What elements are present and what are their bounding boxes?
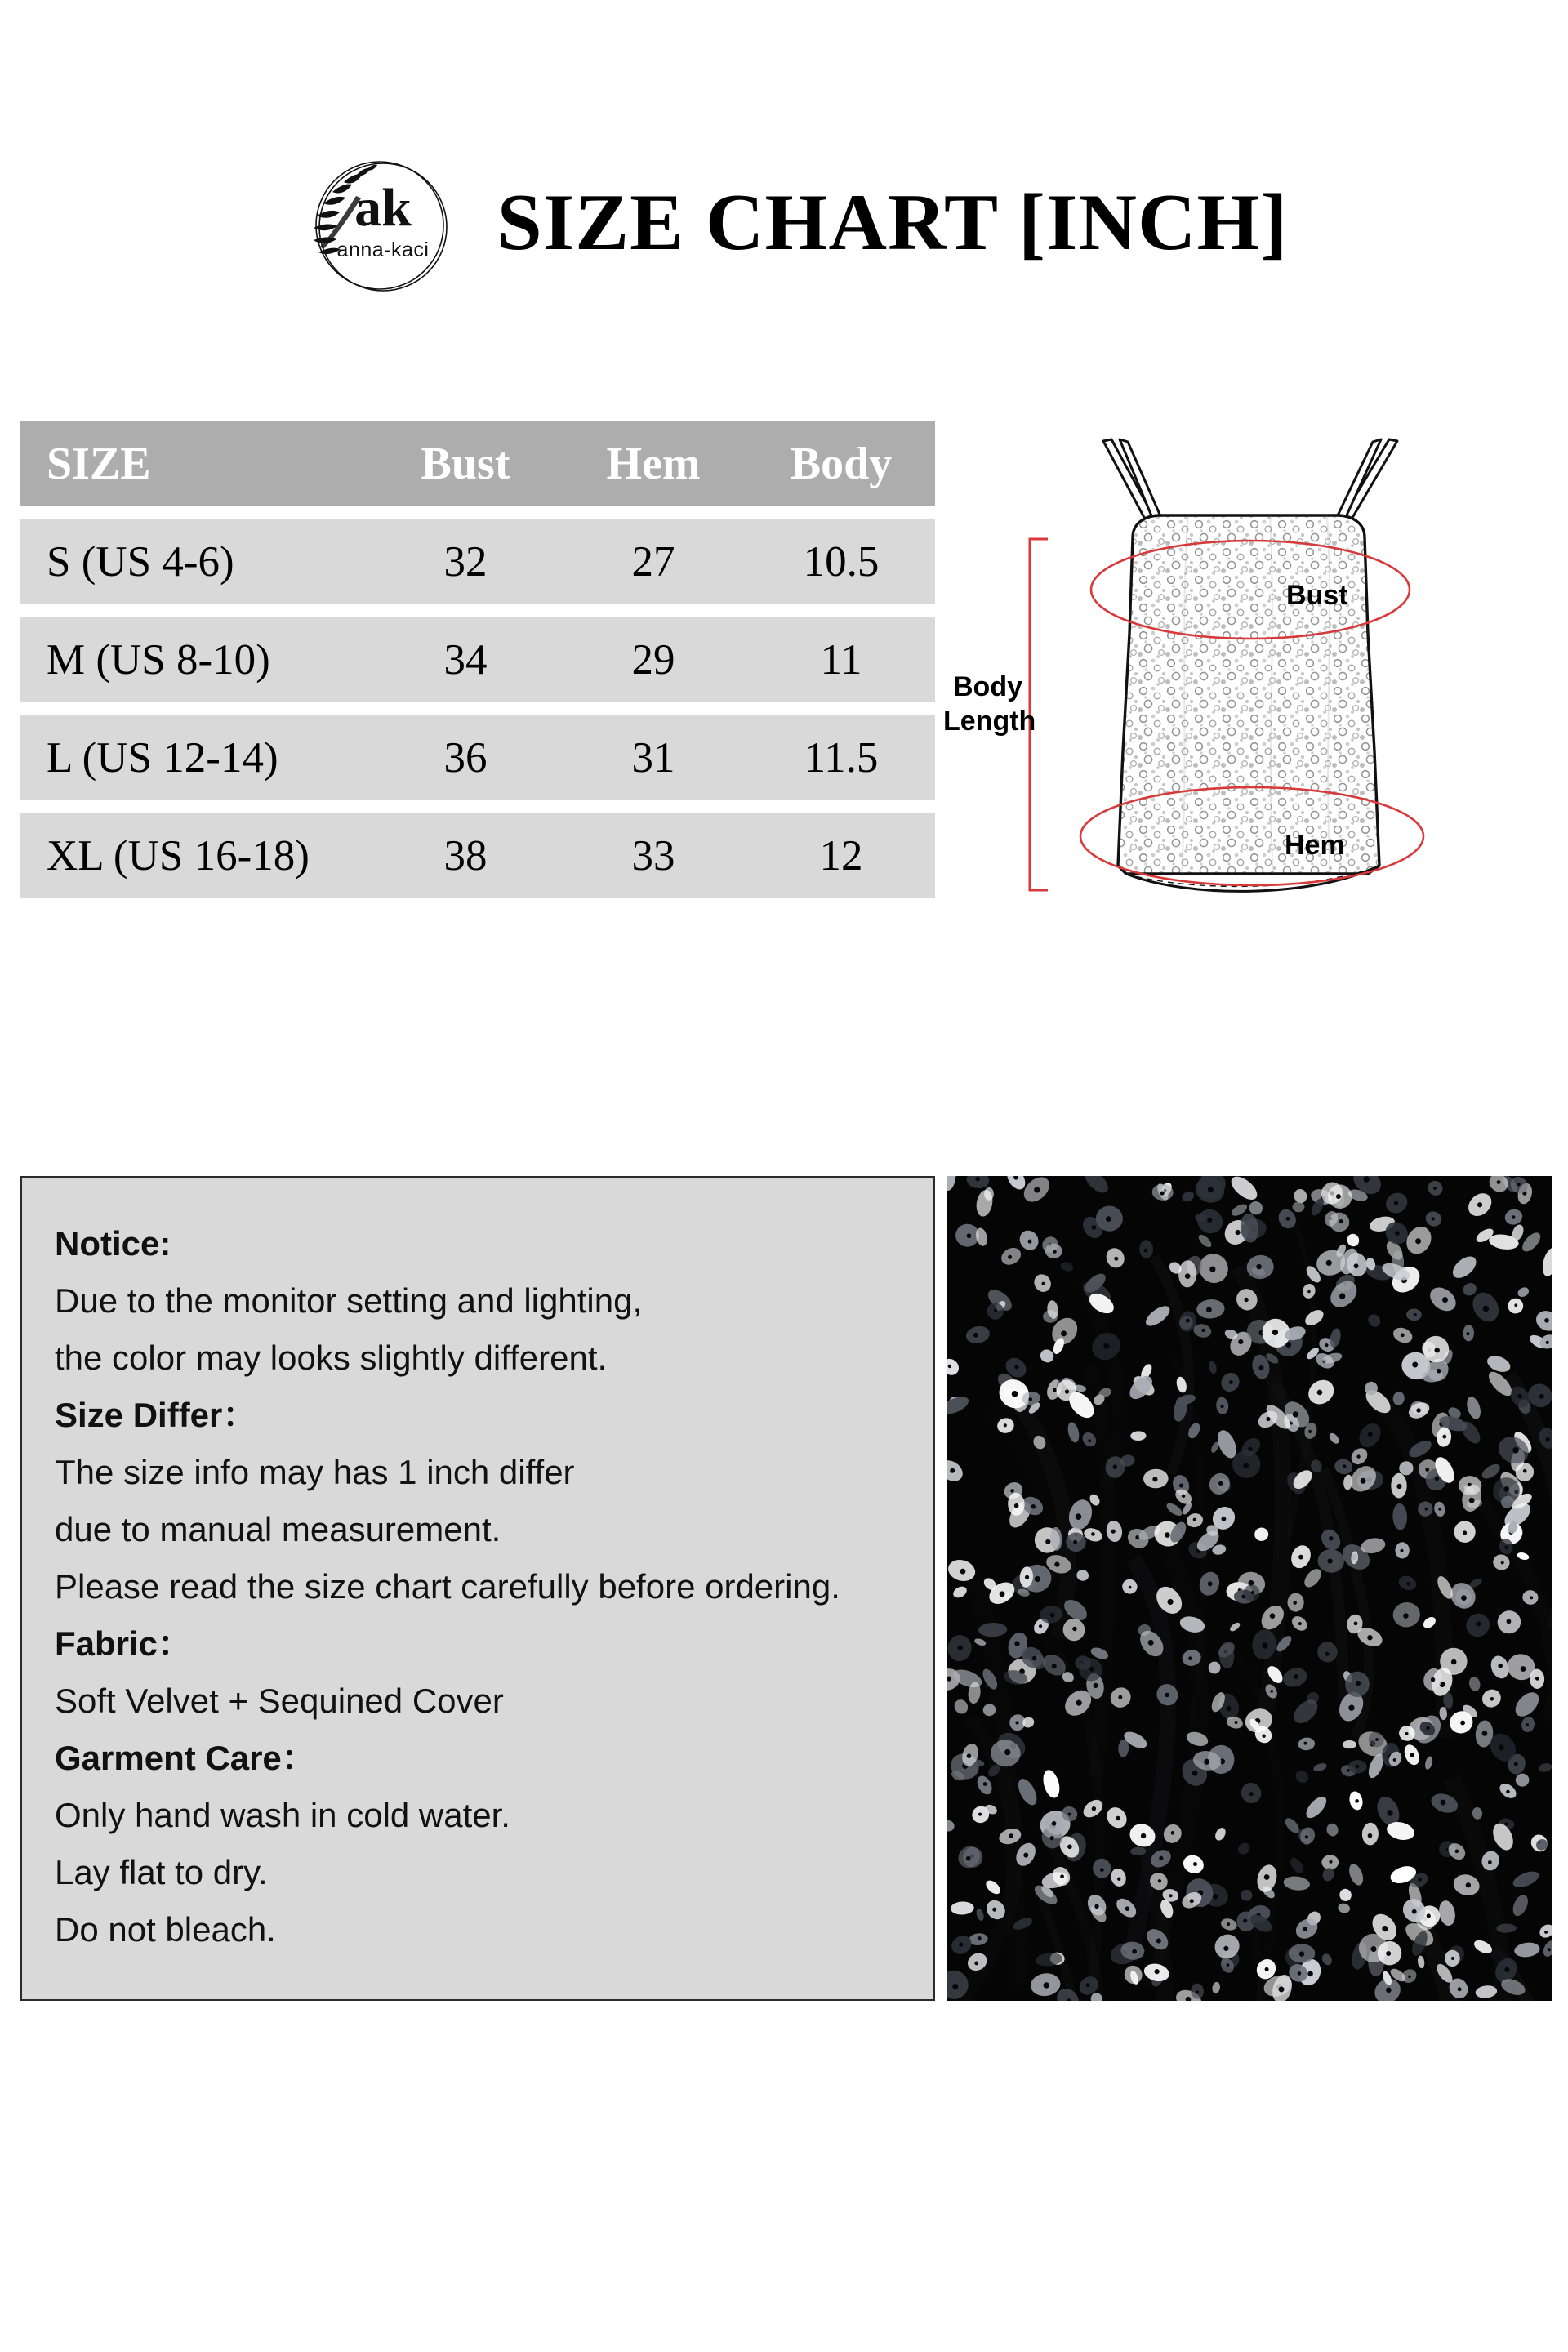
page-title: SIZE CHART [INCH] — [497, 177, 1289, 267]
cell-size: M (US 8-10) — [20, 617, 372, 702]
notice-line-manual-measure: due to manual measurement. — [55, 1510, 501, 1548]
table-row — [20, 617, 935, 702]
hem-label: Hem — [1285, 830, 1345, 861]
logo-monogram: ak — [354, 177, 412, 238]
notice-line-no-bleach: Do not bleach. — [55, 1910, 276, 1949]
size-table-header — [20, 421, 935, 506]
cell-hem: 31 — [559, 715, 747, 800]
body-length-label-line2: Length — [943, 706, 1036, 737]
cell-hem: 29 — [559, 617, 747, 702]
column-header-hem: Hem — [559, 421, 747, 506]
anna-kaci-logo — [280, 150, 470, 301]
fabric-swatch-image — [947, 1176, 1552, 2001]
notice-panel — [20, 1176, 935, 2001]
cell-bust: 34 — [372, 617, 559, 702]
page-header — [0, 144, 1568, 307]
table-row — [20, 715, 935, 800]
cell-bust: 36 — [372, 715, 559, 800]
size-table-container — [20, 408, 935, 911]
notice-line-color: the color may looks slightly different. — [55, 1339, 608, 1377]
cell-hem: 27 — [559, 519, 747, 604]
bust-label: Bust — [1286, 580, 1348, 611]
size-table-body — [20, 519, 935, 898]
body-length-label-line1: Body — [953, 671, 1022, 702]
cell-size: S (US 4-6) — [20, 519, 372, 604]
table-row — [20, 519, 935, 604]
notice-heading-fabric: Fabric： — [55, 1624, 193, 1663]
logo-wordmark: anna-kaci — [336, 238, 430, 261]
cell-size: L (US 12-14) — [20, 715, 372, 800]
cell-body: 11.5 — [747, 715, 935, 800]
notice-heading-notice: Notice: — [55, 1224, 172, 1263]
size-table — [20, 408, 935, 911]
notice-line-fabric-value: Soft Velvet + Sequined Cover — [55, 1682, 504, 1720]
table-row — [20, 813, 935, 898]
cell-size: XL (US 16-18) — [20, 813, 372, 898]
column-header-body: Body — [747, 421, 935, 506]
column-header-bust: Bust — [372, 421, 559, 506]
notice-line-monitor: Due to the monitor setting and lighting, — [55, 1281, 643, 1320]
column-header-size: SIZE — [20, 421, 372, 506]
notice-line-lay-flat: Lay flat to dry. — [55, 1853, 268, 1891]
notice-line-read-chart: Please read the size chart carefully before ordering. — [55, 1567, 840, 1606]
notice-line-hand-wash: Only hand wash in cold water. — [55, 1796, 510, 1834]
cell-bust: 32 — [372, 519, 559, 604]
cell-bust: 38 — [372, 813, 559, 898]
garment-diagram — [943, 408, 1548, 1029]
notice-heading-size-differ: Size Differ： — [55, 1396, 257, 1434]
cell-body: 11 — [747, 617, 935, 702]
notice-line-size-info: The size info may has 1 inch differ — [55, 1453, 575, 1491]
cell-body: 12 — [747, 813, 935, 898]
notice-heading-garment-care: Garment Care： — [55, 1739, 316, 1777]
table-header-row — [20, 421, 935, 506]
cell-hem: 33 — [559, 813, 747, 898]
cell-body: 10.5 — [747, 519, 935, 604]
